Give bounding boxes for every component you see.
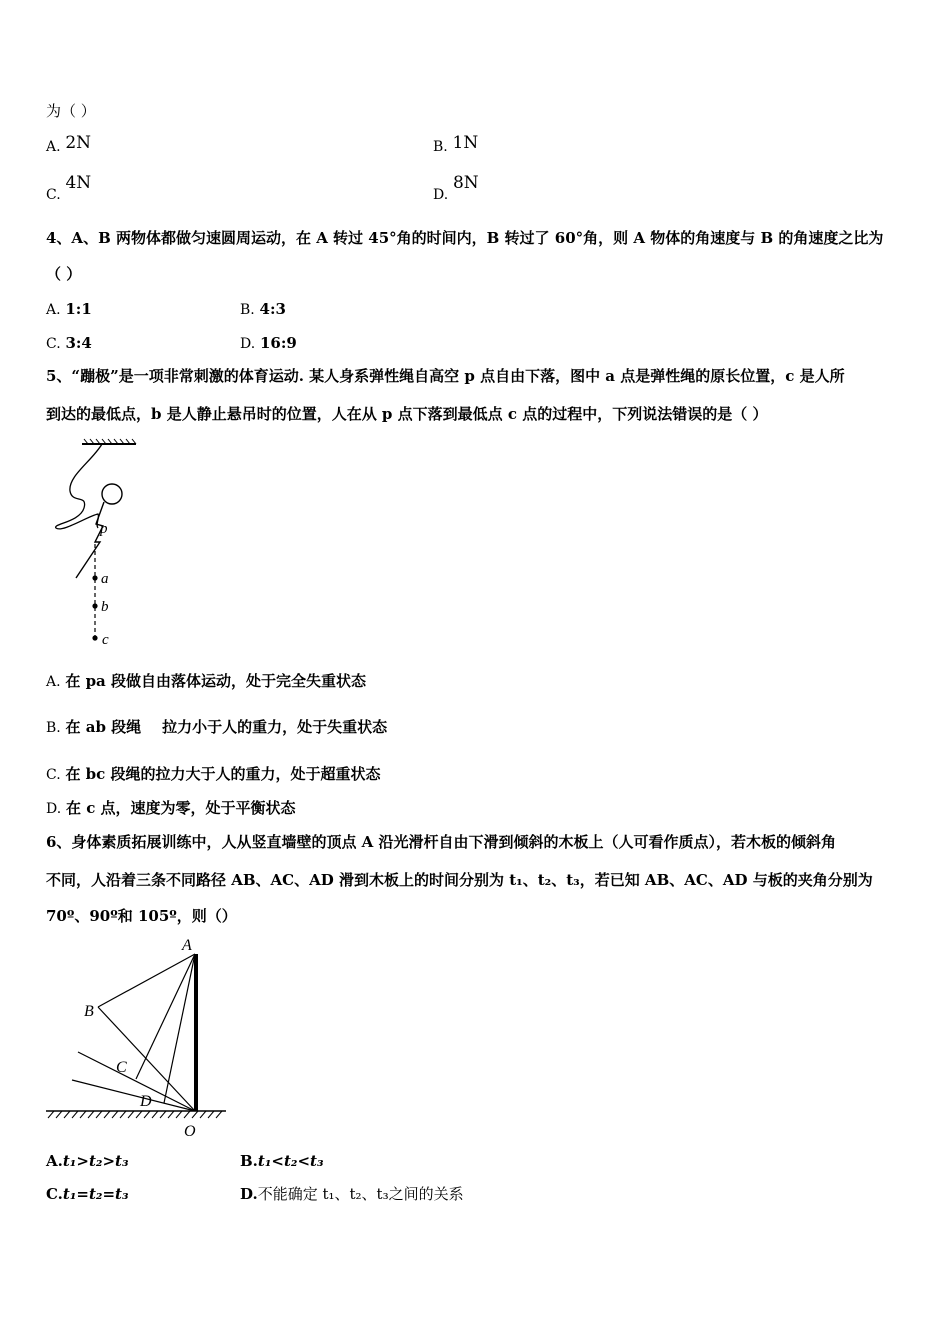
option-text: t₁=t₂=t₃ [62,1185,129,1203]
option-letter: A. [46,674,61,690]
path-ab [98,954,195,1007]
ground-hatch [48,1111,222,1118]
label-O: O [184,1123,196,1140]
option-letter: B. [46,720,61,736]
option-text: 在 pa 段做自由落体运动，处于完全失重状态 [65,672,366,690]
q5-option-c [46,764,381,785]
option-text: 在 bc 段绳的拉力大于人的重力，处于超重状态 [65,765,381,783]
label-D: D [140,1093,152,1110]
q5-option-d [46,798,296,819]
option-letter: C. [46,187,61,203]
slide-paths-figure [40,934,240,1140]
option-text: 4:3 [259,300,286,318]
q4-option-c [46,333,92,354]
label-A: A [182,937,192,954]
option-text: 在 ab 段绳 拉力小于人的重力，处于失重状态 [65,718,388,736]
option-value: 4N [65,173,92,193]
option-letter: B. [240,1152,258,1170]
path-ac [136,954,195,1079]
option-letter: C. [46,336,61,352]
option-letter: D. [240,336,256,352]
option-text: t₁>t₂>t₃ [62,1152,129,1170]
label-b: b [101,599,109,615]
option-letter: D. [433,187,449,203]
q4-stem-line1: 4、A、B 两物体都做匀速圆周运动，在 A 转过 45°角的时间内，B 转过了 60°角，则 A 物体的角速度与 B 的角速度之比为 [46,229,884,247]
option-letter: A. [46,1152,63,1170]
path-ad [164,954,195,1103]
point-a [92,575,97,580]
q6-option-d [240,1184,464,1204]
q3-option-a [46,133,92,157]
label-C: C [116,1059,127,1076]
q6-stem-line1: 6、身体素质拓展训练中，人从竖直墙壁的顶点 A 沿光滑杆自由下滑到倾斜的木板上（人可看作质点），若木板的倾斜角 [46,833,837,851]
label-c: c [102,632,109,648]
option-text: 1:1 [65,300,92,318]
option-letter: C. [46,767,61,783]
option-value: 8N [452,173,479,193]
q6-option-a [46,1151,129,1171]
point-b [92,603,97,608]
q6-option-b [240,1151,324,1171]
option-text: t₁<t₂<t₃ [257,1152,324,1170]
q3-tail: 为（ ） [46,102,96,120]
option-letter: C. [46,1185,63,1203]
option-letter: B. [433,139,448,155]
q5-stem-line1: 5、“蹦极”是一项非常刺激的体育运动. 某人身系弹性绳自高空 p 点自由下落，图中 a 点是弹性绳的原长位置，c 是人所 [46,367,845,385]
q3-option-c [46,173,92,203]
option-letter: A. [46,139,61,155]
q4-option-a [46,299,92,320]
label-p: p [100,521,108,537]
option-value: 2N [65,133,92,153]
q3-option-d [433,173,479,203]
board-c [78,1052,195,1111]
option-text: 16:9 [259,334,297,352]
q5-option-b [46,717,387,738]
elastic-rope [56,444,102,529]
q4-option-d [240,333,297,354]
q5-stem-line2: 到达的最低点，b 是人静止悬吊时的位置，人在从 p 点下落到最低点 c 点的过程中，下列说法错误的是（ ） [46,405,768,423]
board-d [72,1080,195,1111]
option-text: 不能确定 t₁、t₂、t₃之间的关系 [257,1185,464,1203]
option-letter: A. [46,302,61,318]
q4-stem-line2: （ ） [46,265,82,283]
person-head [102,484,122,504]
option-value: 1N [452,133,479,153]
q6-stem-line3: 70º、90º和 105º，则（） [46,907,237,925]
option-letter: D. [240,1185,258,1203]
option-text: 在 c 点，速度为零，处于平衡状态 [65,799,296,817]
label-B: B [84,1003,94,1020]
q6-stem-line2: 不同，人沿着三条不同路径 AB、AC、AD 滑到木板上的时间分别为 t₁、t₂、t₃，若已知 AB、AC、AD 与板的夹角分别为 [46,871,873,889]
bungee-figure [40,436,150,651]
q6-option-c [46,1184,129,1204]
label-a: a [101,571,109,587]
q5-option-a [46,671,366,692]
q3-option-b [433,133,479,157]
option-letter: B. [240,302,255,318]
q4-option-b [240,299,286,320]
option-text: 3:4 [65,334,92,352]
point-c [92,635,97,640]
option-letter: D. [46,801,62,817]
